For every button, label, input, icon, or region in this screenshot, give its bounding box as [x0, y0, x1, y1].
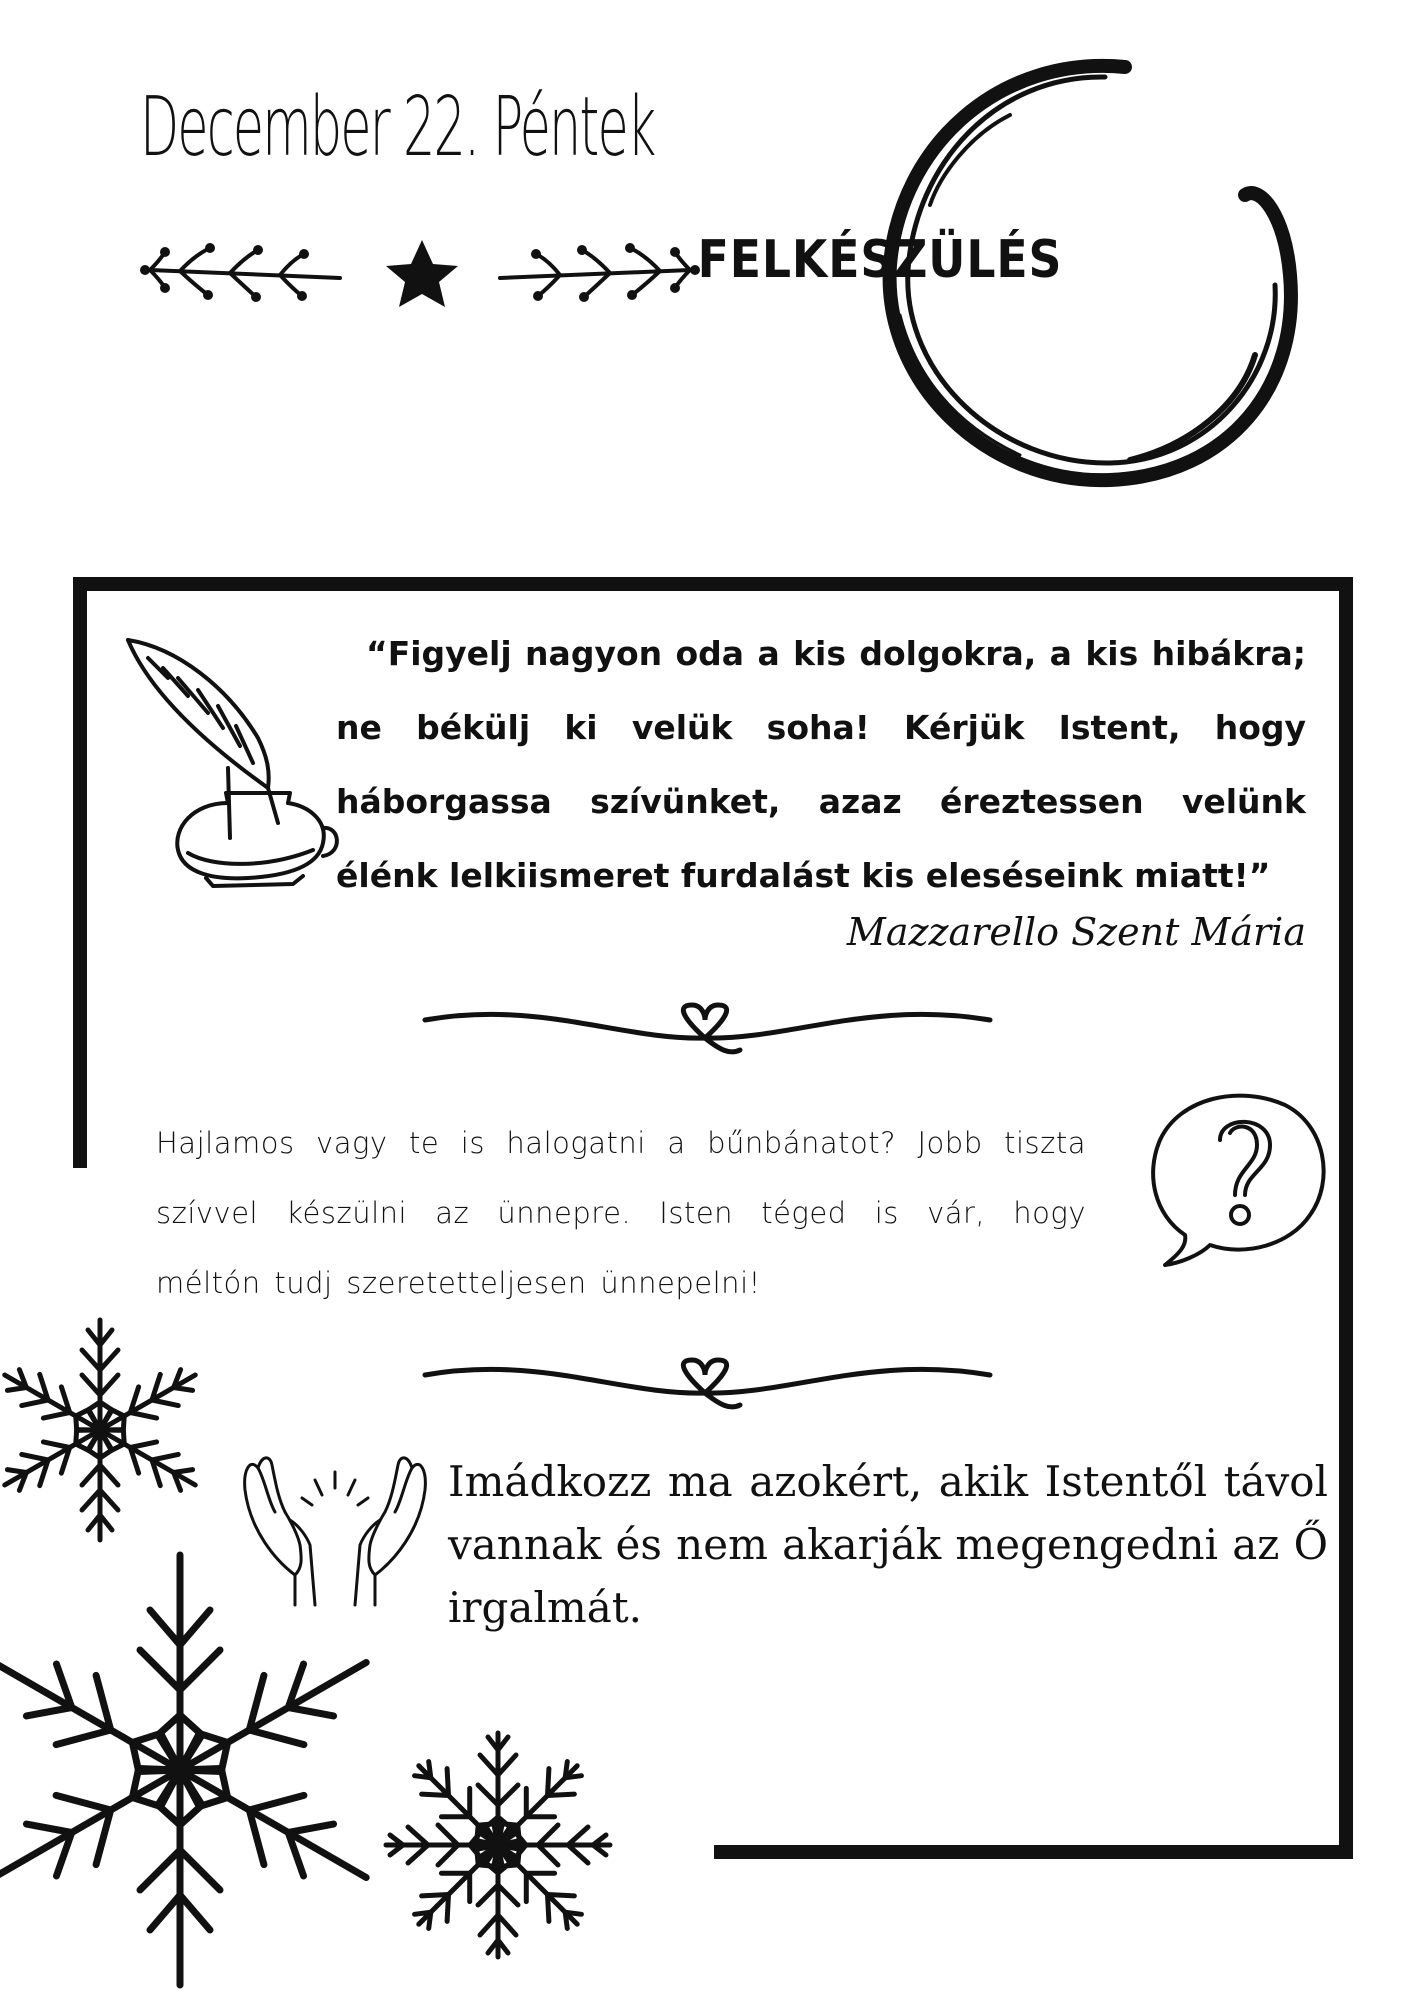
- prayer-text: Imádkozz ma azokért, akik Istentől távol vannak és nem akarják megengedni az Ő irgalmát.: [448, 1457, 1328, 1632]
- snowflake-icon: [378, 1725, 618, 1965]
- snowflake-icon: [0, 1305, 200, 1555]
- badge-title: FELKÉSZÜLÉS: [697, 230, 1063, 290]
- quote-text: “Figyelj nagyon oda a kis dolgokra, a kis hibákra; ne békülj ki velük soha! Kérjük Istent, hogy háborgassa szívünket, azaz éreztessen velünk élénk lelkiismeret furdalást kis eleséseink miatt!”: [336, 634, 1306, 895]
- heart-divider-icon: [420, 1355, 995, 1415]
- reflection-text: Hajlamos vagy te is halogatni a bűnbánatot? Jobb tiszta szívvel készülni az ünnepre. Isten téged is vár, hogy méltón tudj szeretetteljesen ünnepelni!: [156, 1126, 1086, 1300]
- question-speech-bubble-icon: [1145, 1085, 1335, 1275]
- snowflake-icon: [0, 1540, 360, 2000]
- ink-quill-icon: [118, 628, 348, 888]
- heart-divider-icon: [420, 1000, 995, 1060]
- quote-author: Mazzarello Szent Mária: [846, 910, 1306, 954]
- date-title: December 22. Péntek: [140, 80, 655, 175]
